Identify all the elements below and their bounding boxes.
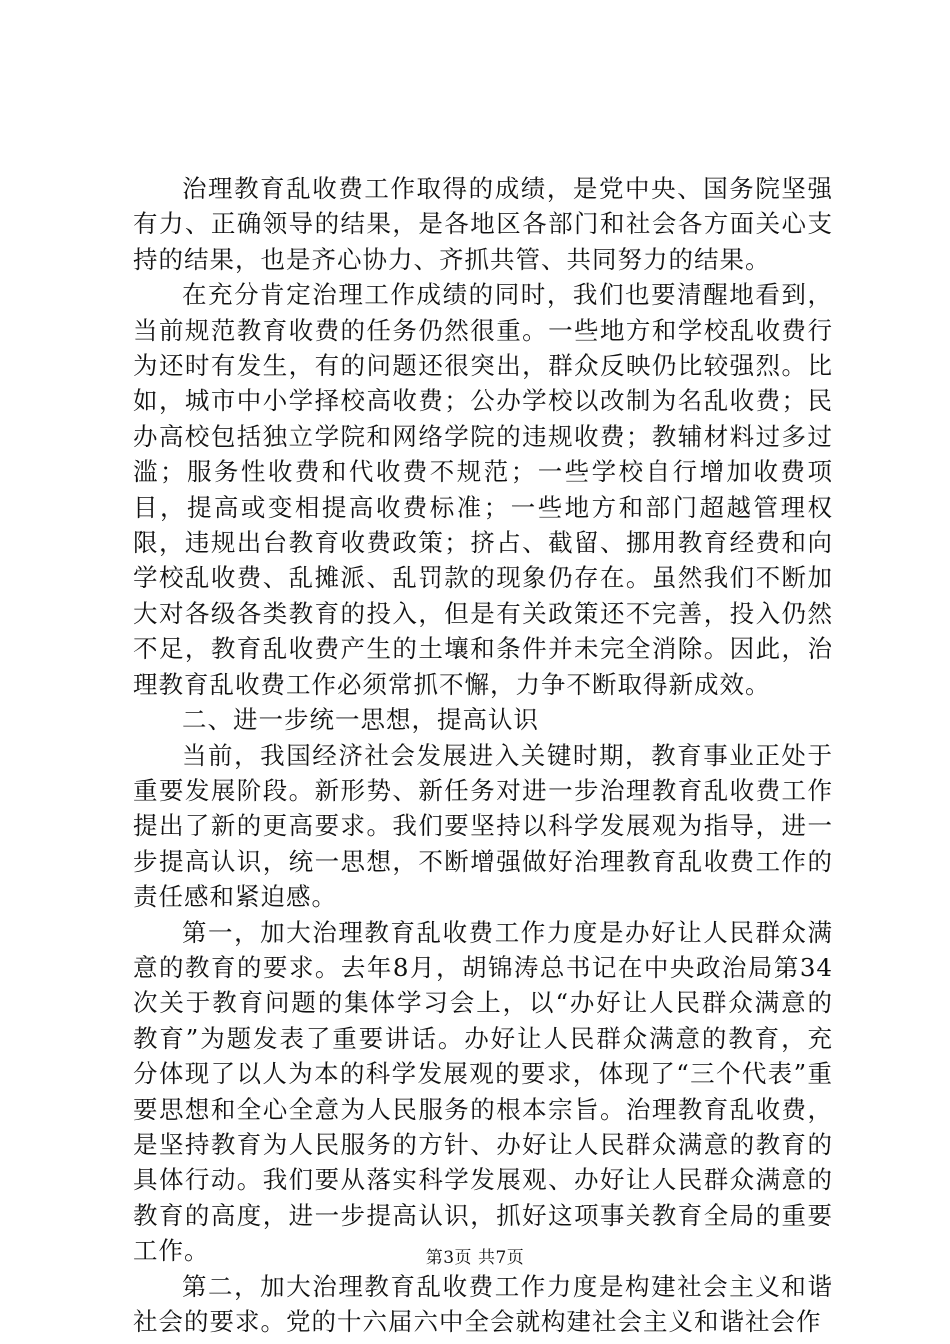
paragraph-first-point: 第一，加大治理教育乱收费工作力度是办好让人民群众满意的教育的要求。去年8月，胡锦涛总书记在中央政治局第34次关于教育问题的集体学习会上，以“办好让人民群众满意的教育”为题发表了重要讲话。办好让人民群众满意的教育，充分体现了以人为本的科学发展观的要求，体现了“三个代表”重要思想和全心全意为人民服务的根本宗旨。治理教育乱收费，是坚持教育为人民服务的方针、办好让人民群众满意的教育的具体行动。我们要从落实科学发展观、办好让人民群众满意的教育的高度，进一步提高认识，抓好这项事关教育全局的重要工作。 xyxy=(133,917,833,1266)
section-heading: 二、进一步统一思想，提高认识 xyxy=(182,705,539,735)
page-number-footer: 第3页 共7页 xyxy=(425,1248,525,1268)
paragraph-remaining-problems: 在充分肯定治理工作成绩的同时，我们也要清醒地看到，当前规范教育收费的任务仍然很重。一些地方和学校乱收费行为还时有发生，有的问题还很突出，群众反映仍比较强烈。比如，城市中小学择校高收费；公办学校以改制为名乱收费；民办高校包括独立学院和网络学院的违规收费；教辅材料过多过滥；服务性收费和代收费不规范；一些学校自行增加收费项目，提高或变相提高收费标准；一些地方和部门超越管理权限，违规出台教育收费政策；挤占、截留、挪用教育经费和向学校乱收费、乱摊派、乱罚款的现象仍存在。虽然我们不断加大对各级各类教育的投入，但是有关政策还不完善，投入仍然不足，教育乱收费产生的土壤和条件并未完全消除。因此，治理教育乱收费工作必须常抓不懈，力争不断取得新成效。 xyxy=(133,280,833,699)
paragraph-second-point: 第二，加大治理教育乱收费工作力度是构建社会主义和谐社会的要求。党的十六届六中全会就构建社会主义和谐社会作 xyxy=(133,1271,833,1336)
paragraph-achievements: 治理教育乱收费工作取得的成绩，是党中央、国务院坚强有力、正确领导的结果，是各地区各部门和社会各方面关心支持的结果，也是齐心协力、齐抓共管、共同努力的结果。 xyxy=(133,174,833,274)
document-body xyxy=(133,171,833,1339)
paragraph-current-situation: 当前，我国经济社会发展进入关键时期，教育事业正处于重要发展阶段。新形势、新任务对进一步治理教育乱收费工作提出了新的更高要求。我们要坚持以科学发展观为指导，进一步提高认识，统一思想，不断增强做好治理教育乱收费工作的责任感和紧迫感。 xyxy=(133,740,833,912)
